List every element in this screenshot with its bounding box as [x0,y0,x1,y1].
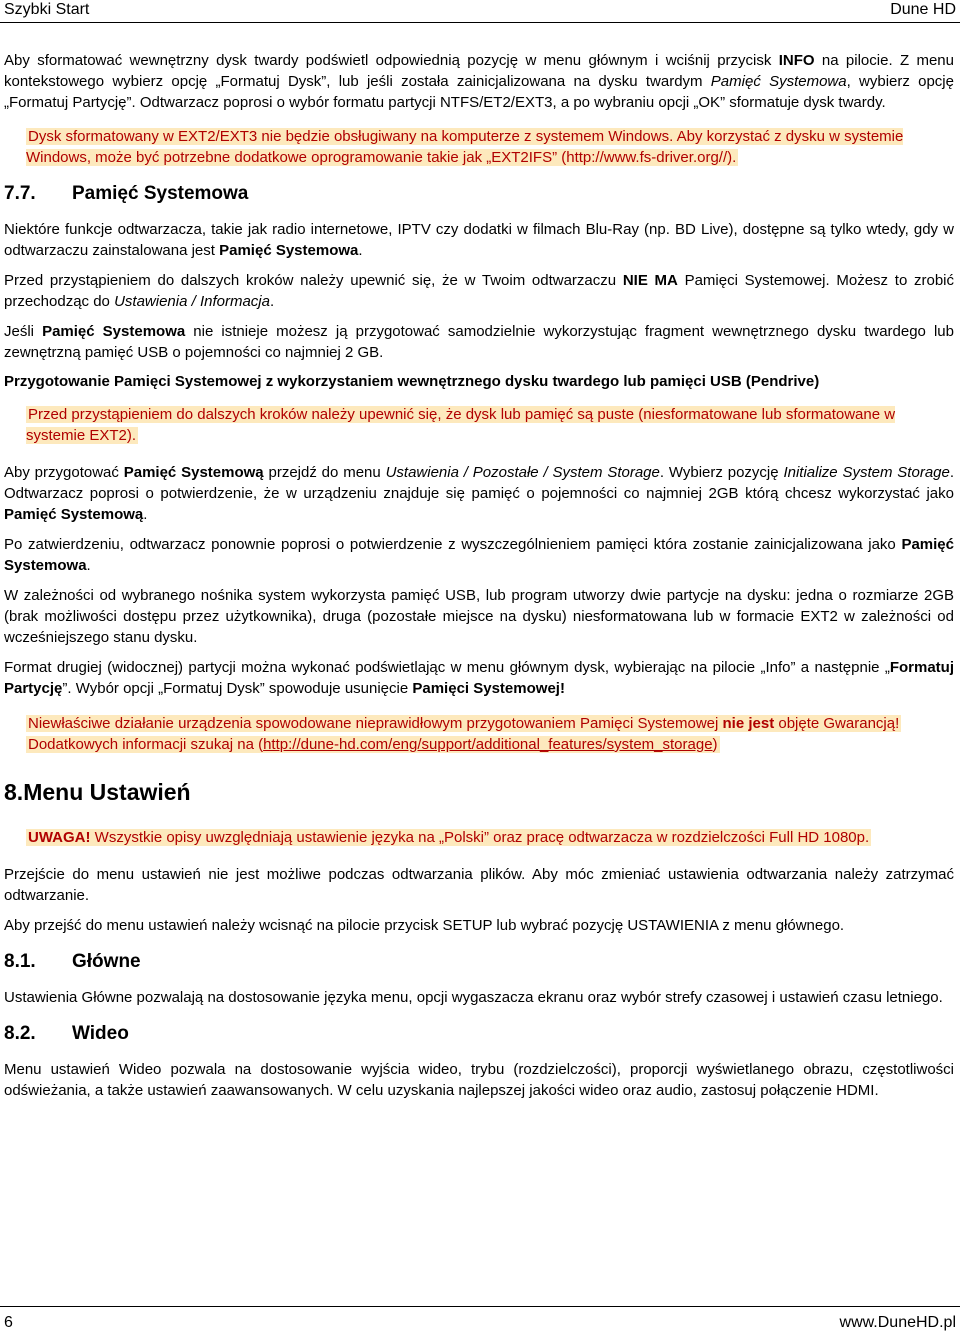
system-storage-link[interactable]: http://dune-hd.com/eng/support/additional_features/system_storage [263,736,713,753]
header-brand: Dune HD [890,1,956,18]
subheading-prepare: Przygotowanie Pamięci Systemowej z wykorzystaniem wewnętrznego dysku twardego lub pamięci USB (Pendrive) [4,373,820,390]
section-8-1-heading: 8.1. Główne [4,951,141,972]
paragraph-settings-access: Przejście do menu ustawień nie jest możliwe podczas odtwarzania plików. Aby móc zmieniać ustawienia odtwarzania należy zatrzymać odtwarzanie. [4,866,954,904]
paragraph-prepare-storage: Jeśli Pamięć Systemowa nie istnieje możesz ją przygotować samodzielnie wykorzystując fragment wewnętrznego dysku twardego lub zewnętrzną pamięć USB o pojemności co najmniej 2 GB. [4,323,954,361]
paragraph-partitions: W zależności od wybranego nośnika system wykorzysta pamięć USB, lub program utworzy dwie partycje na dysku: jedna o rozmiarze 2GB (brak możliwości dostępu przez użytkownika), druga (pozostałe miejsce na dysku) niesformatowana lub w formacie EXT2 w zależności od wcześniejszego stanu dysku. [4,587,954,646]
note-language: UWAGA! Wszystkie opisy uwzględniają ustawienie języka na „Polski” oraz pracę odtwarzacza w rozdzielczości Full HD 1080p. [28,829,870,846]
paragraph-confirm: Po zatwierdzeniu, odtwarzacz ponownie poprosi o potwierdzenie z wyszczególnieniem pamięci która zostanie zainicjalizowana jako Pamięć Systemowa. [4,536,954,574]
paragraph-setup-button: Aby przejść do menu ustawień należy wcisnąć na pilocie przycisk SETUP lub wybrać pozycję USTAWIENIA z menu głównego. [4,917,845,934]
section-8-2-heading: 8.2. Wideo [4,1023,129,1044]
paragraph-video-settings: Menu ustawień Wideo pozwala na dostosowanie wyjścia wideo, trybu (rozdzielczości), proporcji wyświetlanego obrazu, częstotliwości odświeżania, a także ustawień zaawansowanych. W celu uzyskania najlepszej jakości wideo oraz audio, zastosuj połączenie HDMI. [4,1061,954,1099]
section-8-heading: 8.Menu Ustawień [4,779,191,805]
paragraph-initialize-storage: Aby przygotować Pamięć Systemową przejdź do menu Ustawienia / Pozostałe / System Storage. Wybierz pozycję Initialize System Storage. Odtwarzacz poprosi o potwierdzenie, że w urządzeniu znajduje się pamięć o pojemności co najmniej 2GB którą chcesz wykorzystać jako Pamięć Systemową. [4,464,955,523]
note-warranty: Niewłaściwe działanie urządzenia spowodowane nieprawidłowym przygotowaniem Pamięci Systemowej nie jest objęte Gwarancją! Dodatkowych informacji szukaj na (http://dune-hd.com/eng/support/additional_features/system_storage) [28,715,900,753]
paragraph-general-settings: Ustawienia Główne pozwalają na dostosowanie języka menu, opcji wygaszacza ekranu oraz wybór strefy czasowej i ustawień czasu letniego. [4,989,943,1006]
section-7-7-heading: 7.7. Pamięć Systemowa [4,183,249,204]
page-header [0,0,960,23]
paragraph-check-storage: Przed przystąpieniem do dalszych kroków należy upewnić się, że w Twoim odtwarzaczu NIE MA Pamięci Systemowej. Możesz to zrobić przechodząc do Ustawienia / Informacja. [4,272,955,310]
note-ext2-windows: Dysk sformatowany w EXT2/EXT3 nie będzie obsługiwany na komputerze z systemem Windows. Aby korzystać z dysku w systemie Windows, może być potrzebne dodatkowe oprogramowanie takie jak „EXT2IFS” (http://www.fs-driver.org//). [26,128,904,166]
paragraph-system-storage-features: Niektóre funkcje odtwarzacza, takie jak radio internetowe, IPTV czy dodatki w filmach Blu-Ray (np. BD Live), dostępne są tylko wtedy, gdy w odtwarzaczu zainstalowana jest Pamięć Systemowa. [4,221,954,259]
note-empty-disk: Przed przystąpieniem do dalszych kroków należy upewnić się, że dysk lub pamięć są puste (niesformatowane lub sformatowane w systemie EXT2). [26,406,896,444]
page-content [4,50,954,1110]
footer-site: www.DuneHD.pl [839,1314,956,1331]
header-title: Szybki Start [4,1,90,18]
page-footer [0,1306,960,1336]
page-number: 6 [4,1314,13,1331]
paragraph-format-partition: Format drugiej (widocznej) partycji można wykonać podświetlając w menu głównym dysk, wybierając na pilocie „Info” a następnie „Formatuj Partycję”. Wybór opcji „Formatuj Dysk” spowoduje usunięcie Pamięci Systemowej! [4,659,954,697]
paragraph-format-disk: Aby sformatować wewnętrzny dysk twardy podświetl odpowiednią pozycję w menu głównym i wciśnij przycisk INFO na pilocie. Z menu kontekstowego wybierz opcję „Formatuj Dysk”, lub jeśli została zainicjalizowana na dysku twardym Pamięć Systemowa, wybierz opcję „Formatuj Partycję”. Odtwarzacz poprosi o wybór formatu partycji NTFS/ET2/EXT3, a po wybraniu opcji „OK” sformatuje dysk twardy. [4,52,954,111]
